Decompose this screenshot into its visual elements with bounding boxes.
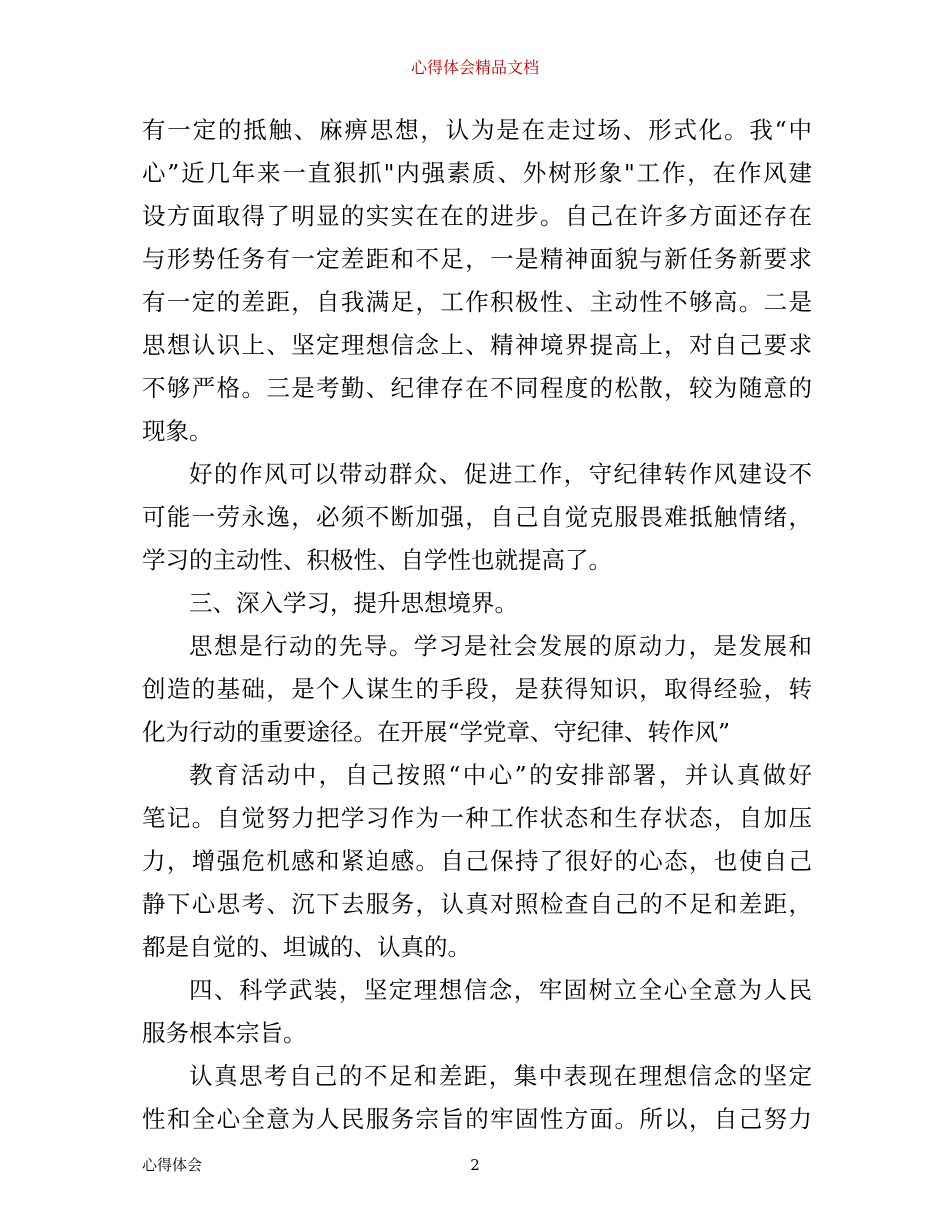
text-line: 心”近几年来一直狠抓"内强素质、外树形象"工作，在作风建 <box>142 159 812 187</box>
text-line: 设方面取得了明显的实实在在的进步。自己在许多方面还存在 <box>142 202 812 230</box>
section-heading: 三、深入学习，提升思想境界。 <box>189 589 518 617</box>
text-line: 有一定的抵触、麻痹思想，认为是在走过场、形式化。我“中 <box>142 116 812 144</box>
footer-label: 心得体会 <box>142 1156 203 1174</box>
text-line: 性和全心全意为人民服务宗旨的牢固性方面。所以，自己努力 <box>142 1105 812 1133</box>
text-line: 力，增强危机感和紧迫感。自己保持了很好的心态，也使自己 <box>142 847 812 875</box>
page-number: 2 <box>470 1156 480 1174</box>
text-line: 化为行动的重要途径。在开展“学党章、守纪律、转作风” <box>142 718 731 746</box>
section-heading: 四、科学武装，坚定理想信念，牢固树立全心全意为人民 <box>189 976 812 1004</box>
paragraph-first-line: 好的作风可以带动群众、促进工作，守纪律转作风建设不 <box>189 460 812 488</box>
document-body <box>142 109 812 1141</box>
text-line: 创造的基础，是个人谋生的手段，是获得知识，取得经验，转 <box>142 675 812 703</box>
text-line: 思想认识上、坚定理想信念上、精神境界提高上，对自己要求 <box>142 331 812 359</box>
paragraph-first-line: 认真思考自己的不足和差距，集中表现在理想信念的坚定 <box>189 1062 812 1090</box>
document-header-title: 心得体会精品文档 <box>410 58 539 77</box>
text-line: 笔记。自觉努力把学习作为一种工作状态和生存状态，自加压 <box>142 804 812 832</box>
text-line: 可能一劳永逸，必须不断加强，自己自觉克服畏难抵触情绪， <box>142 503 812 531</box>
text-line: 静下心思考、沉下去服务，认真对照检查自己的不足和差距， <box>142 890 812 918</box>
text-line: 学习的主动性、积极性、自学性也就提高了。 <box>142 546 612 574</box>
text-line: 现象。 <box>142 417 213 445</box>
text-line: 有一定的差距，自我满足，工作积极性、主动性不够高。二是 <box>142 288 812 316</box>
text-line: 都是自觉的、坦诚的、认真的。 <box>142 933 471 961</box>
paragraph-first-line: 教育活动中，自己按照“中心”的安排部署，并认真做好 <box>189 761 812 789</box>
paragraph-first-line: 思想是行动的先导。学习是社会发展的原动力，是发展和 <box>189 632 812 660</box>
text-line: 与形势任务有一定差距和不足，一是精神面貌与新任务新要求 <box>142 245 812 273</box>
text-line: 不够严格。三是考勤、纪律存在不同程度的松散，较为随意的 <box>142 374 812 402</box>
text-line: 服务根本宗旨。 <box>142 1019 307 1047</box>
